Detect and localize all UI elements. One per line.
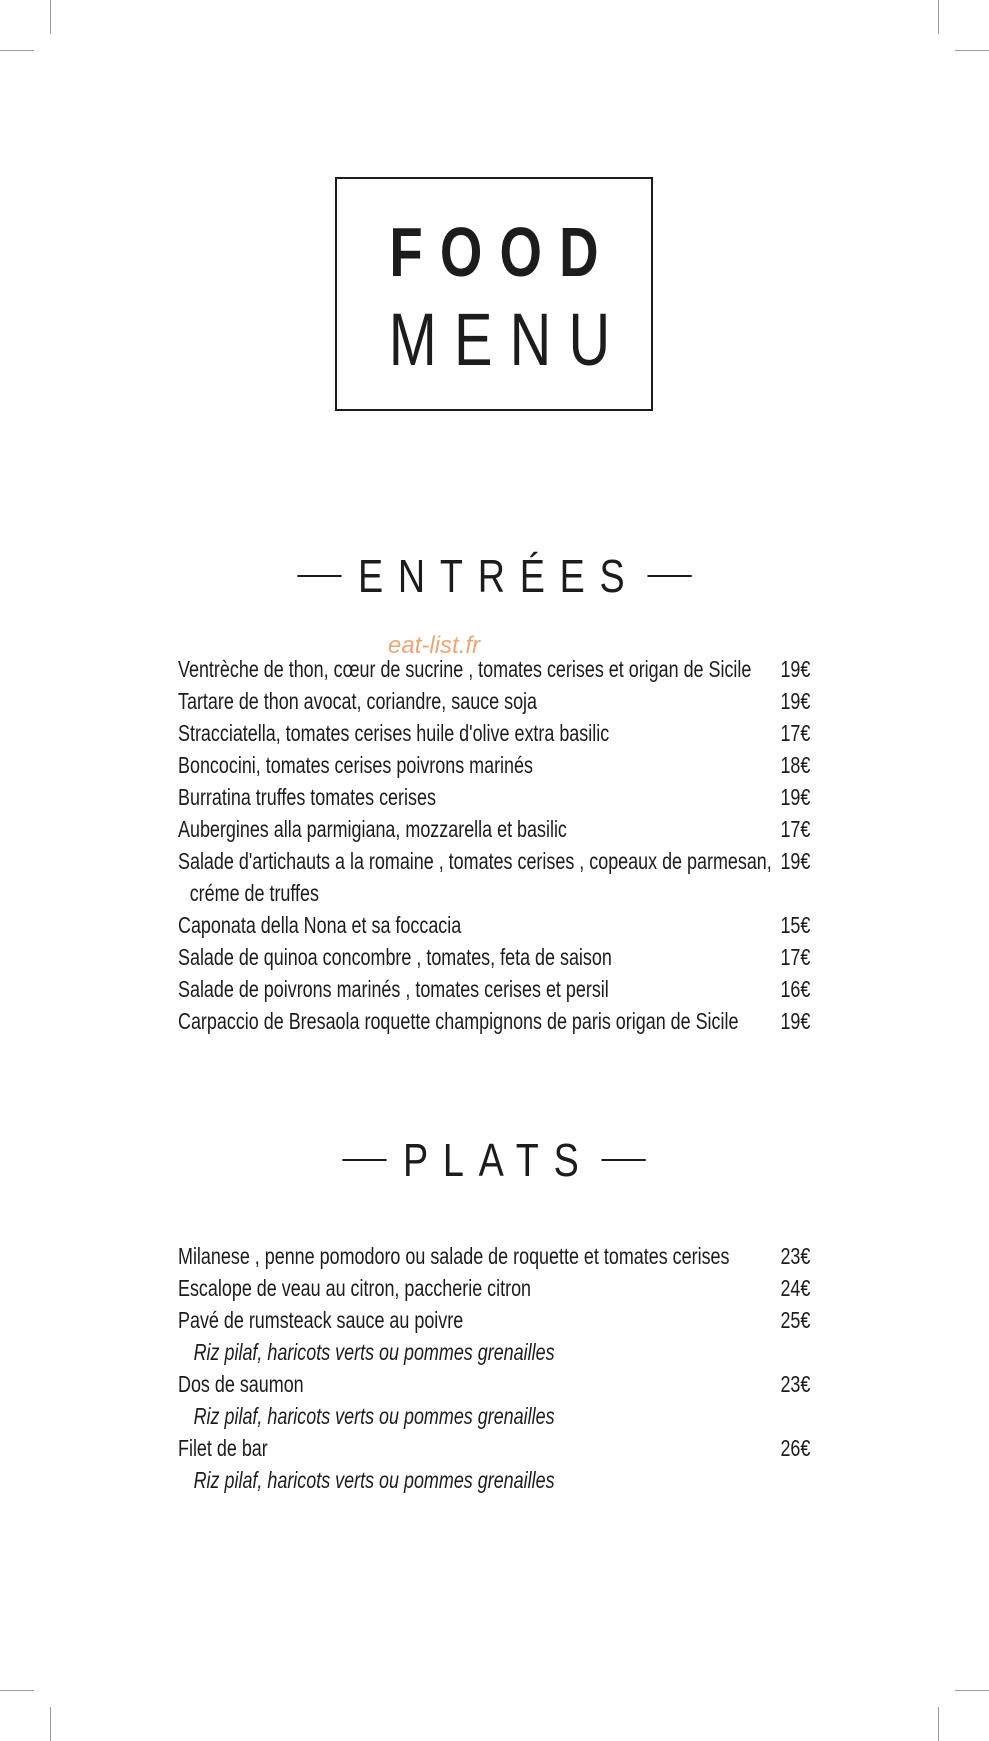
menu-item (178, 1368, 810, 1400)
menu-item-name: Salade de quinoa concombre , tomates, feta de saison (178, 944, 612, 970)
crop-mark (938, 1707, 939, 1741)
crop-mark (50, 1707, 51, 1741)
menu-item-side: Riz pilaf, haricots verts ou pommes grenailles (193, 1467, 555, 1493)
menu-item-price: 19€ (780, 784, 810, 810)
menu-item-name: Salade d'artichauts a la romaine , tomates cerises , copeaux de parmesan, (178, 848, 772, 874)
heading-rule (343, 1159, 387, 1161)
menu-item-price: 16€ (780, 976, 810, 1002)
menu-title-box (335, 177, 653, 411)
menu-item-name: Burratina truffes tomates cerises (178, 784, 436, 810)
menu-item-name: Aubergines alla parmigiana, mozzarella et basilic (178, 816, 567, 842)
menu-item (178, 1272, 810, 1304)
menu-item-side-row (178, 1464, 810, 1496)
menu-item (178, 781, 810, 813)
menu-item (178, 941, 810, 973)
plats-heading (0, 1133, 989, 1186)
menu-item-price: 17€ (780, 720, 810, 746)
crop-mark (955, 50, 989, 51)
menu-item-price: 19€ (780, 1008, 810, 1034)
crop-mark (938, 0, 939, 34)
crop-mark (955, 1690, 989, 1691)
menu-item-name: Escalope de veau au citron, paccherie citron (178, 1275, 532, 1301)
menu-item-price: 26€ (780, 1435, 810, 1461)
heading-rule (648, 575, 692, 577)
menu-item-name: Carpaccio de Bresaola roquette champignons de paris origan de Sicile (178, 1008, 739, 1034)
menu-item-price: 25€ (780, 1307, 810, 1333)
menu-item (178, 909, 810, 941)
plats-list (178, 1240, 810, 1496)
menu-item-price: 15€ (780, 912, 810, 938)
menu-item-name: Boncocini, tomates cerises poivrons marinés (178, 752, 533, 778)
menu-item-side-row (178, 1400, 810, 1432)
menu-item-continuation: créme de truffes (189, 880, 319, 906)
menu-item-price: 19€ (780, 656, 810, 682)
plats-heading-label: PLATS (403, 1133, 594, 1186)
menu-item-name: Salade de poivrons marinés , tomates cerises et persil (178, 976, 609, 1002)
menu-item-name: Dos de saumon (178, 1371, 304, 1397)
menu-item (178, 685, 810, 717)
entrees-heading (0, 549, 989, 602)
menu-item-price: 23€ (780, 1243, 810, 1269)
menu-item-name: Ventrèche de thon, cœur de sucrine , tomates cerises et origan de Sicile (178, 656, 752, 682)
menu-item (178, 813, 810, 845)
menu-title-line2: MENU (388, 298, 628, 381)
menu-item-price: 18€ (780, 752, 810, 778)
menu-item-name: Filet de bar (178, 1435, 268, 1461)
menu-item-name: Milanese , penne pomodoro ou salade de roquette et tomates cerises (178, 1243, 730, 1269)
menu-item-price: 24€ (780, 1275, 810, 1301)
menu-item-price: 17€ (780, 944, 810, 970)
menu-item (178, 749, 810, 781)
menu-title-line1: FOOD (389, 213, 616, 291)
menu-item-price: 19€ (780, 688, 810, 714)
menu-item-name: Pavé de rumsteack sauce au poivre (178, 1307, 464, 1333)
menu-item-name: Stracciatella, tomates cerises huile d'olive extra basilic (178, 720, 610, 746)
menu-item-side: Riz pilaf, haricots verts ou pommes grenailles (193, 1339, 555, 1365)
menu-item (178, 1005, 810, 1037)
entrees-list (178, 653, 810, 1037)
menu-item-price: 17€ (780, 816, 810, 842)
menu-item-name: Tartare de thon avocat, coriandre, sauce soja (178, 688, 538, 714)
menu-item (178, 717, 810, 749)
menu-item-price: 19€ (780, 848, 810, 874)
menu-item-price: 23€ (780, 1371, 810, 1397)
menu-item-continuation-row (178, 877, 810, 909)
heading-rule (297, 575, 341, 577)
menu-item (178, 973, 810, 1005)
menu-item (178, 1240, 810, 1272)
menu-item (178, 1432, 810, 1464)
menu-item-side-row (178, 1336, 810, 1368)
menu-item (178, 653, 810, 685)
crop-mark (0, 50, 34, 51)
menu-item (178, 1304, 810, 1336)
menu-item (178, 845, 810, 877)
heading-rule (602, 1159, 646, 1161)
menu-item-name: Caponata della Nona et sa foccacia (178, 912, 462, 938)
crop-mark (50, 0, 51, 34)
entrees-heading-label: ENTRÉES (357, 549, 640, 602)
menu-item-side: Riz pilaf, haricots verts ou pommes grenailles (193, 1403, 555, 1429)
crop-mark (0, 1690, 34, 1691)
watermark: eat-list.fr (388, 632, 481, 659)
